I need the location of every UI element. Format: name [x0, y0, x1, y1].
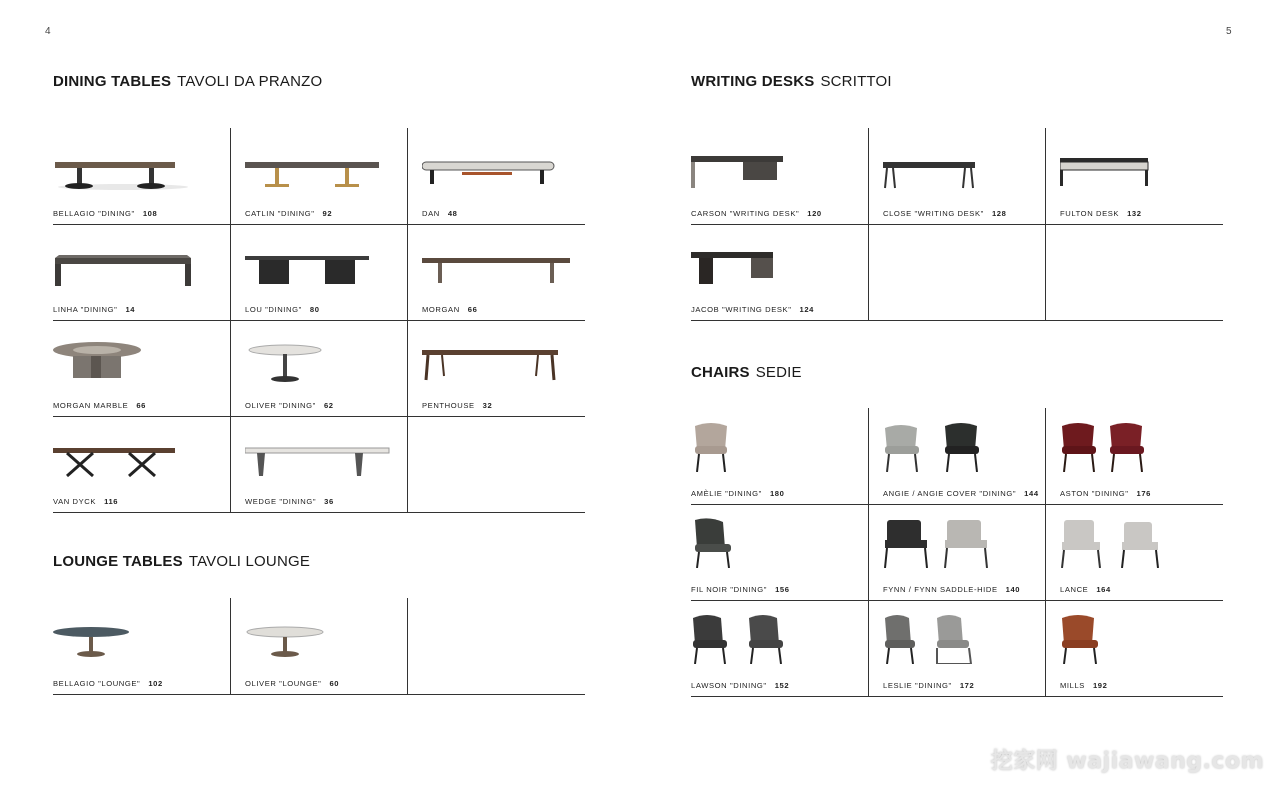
product-caption: CATLIN "DINING" 92 — [245, 209, 333, 218]
product-caption: MORGAN 66 — [422, 305, 478, 314]
product-caption: LOU "DINING" 80 — [245, 305, 320, 314]
product-cell — [868, 128, 1046, 224]
product-cell — [230, 224, 408, 320]
armchair-icon — [883, 518, 1043, 568]
cross-leg-table-icon — [53, 430, 213, 480]
product-cell — [868, 504, 1046, 600]
trestle-table-icon — [245, 142, 405, 192]
chair-icon — [883, 422, 1043, 472]
product-caption: BELLAGIO "LOUNGE" 102 — [53, 679, 163, 688]
product-cell — [407, 128, 586, 224]
product-caption: PENTHOUSE 32 — [422, 401, 493, 410]
section-title-lounge: LOUNGE TABLES TAVOLI LOUNGE — [53, 553, 311, 570]
block-leg-table-icon — [245, 238, 405, 288]
console-desk-icon — [1060, 142, 1220, 192]
product-cell — [230, 128, 408, 224]
product-cell — [230, 320, 408, 416]
product-caption: OLIVER "DINING" 62 — [245, 401, 334, 410]
product-cell — [407, 224, 586, 320]
product-caption: FYNN / FYNN SADDLE-HIDE 140 — [883, 585, 1021, 594]
product-caption: OLIVER "LOUNGE" 60 — [245, 679, 340, 688]
product-caption: MILLS 192 — [1060, 681, 1108, 690]
product-caption: VAN DYCK 116 — [53, 497, 119, 506]
watermark: 挖家网 wajiawang.com — [990, 749, 1264, 774]
empty-cell — [407, 598, 586, 694]
product-cell — [230, 416, 408, 512]
page-number-right: 5 — [1226, 26, 1232, 37]
product-caption: BELLAGIO "DINING" 108 — [53, 209, 158, 218]
product-caption: LANCE 164 — [1060, 585, 1111, 594]
empty-cell — [1045, 224, 1224, 320]
product-cell — [1045, 600, 1224, 696]
chair-icon — [1060, 614, 1220, 664]
armchair-icon — [1060, 518, 1220, 568]
product-caption: CLOSE "WRITING DESK" 128 — [883, 209, 1007, 218]
product-caption: DAN 48 — [422, 209, 458, 218]
product-cell — [53, 128, 230, 224]
product-cell — [868, 600, 1046, 696]
product-cell — [691, 408, 868, 504]
long-table-icon — [422, 238, 582, 288]
product-cell — [691, 504, 868, 600]
product-caption: JACOB "WRITING DESK" 124 — [691, 305, 814, 314]
product-cell — [1045, 504, 1224, 600]
oval-table-icon — [422, 142, 582, 192]
product-cell — [407, 320, 586, 416]
product-cell — [53, 598, 230, 694]
product-cell — [53, 320, 230, 416]
product-cell — [691, 600, 868, 696]
section-title-chairs: CHAIRS SEDIE — [691, 364, 802, 381]
round-pedestal-table-icon — [245, 334, 405, 384]
product-cell — [230, 598, 408, 694]
section-title-dining: DINING TABLES TAVOLI DA PRANZO — [53, 73, 323, 90]
product-caption: LAWSON "DINING" 152 — [691, 681, 790, 690]
low-round-table-icon — [245, 612, 405, 662]
product-caption: FULTON DESK 132 — [1060, 209, 1142, 218]
product-caption: FIL NOIR "DINING" 156 — [691, 585, 790, 594]
product-caption: ANGIE / ANGIE COVER "DINING" 144 — [883, 489, 1039, 498]
product-cell — [53, 416, 230, 512]
slim-desk-icon — [883, 142, 1043, 192]
pedestal-table-icon — [53, 142, 213, 192]
product-caption: LESLIE "DINING" 172 — [883, 681, 975, 690]
product-caption: MORGAN MARBLE 66 — [53, 401, 146, 410]
page-number-left: 4 — [45, 26, 51, 37]
lounge-grid — [53, 598, 585, 694]
product-cell — [1045, 408, 1224, 504]
product-caption: LINHA "DINING" 14 — [53, 305, 136, 314]
product-cell — [691, 128, 868, 224]
product-caption: CARSON "WRITING DESK" 120 — [691, 209, 822, 218]
section-title-desks: WRITING DESKS SCRITTOI — [691, 73, 892, 90]
chair-icon — [1060, 422, 1220, 472]
round-marble-table-icon — [53, 334, 213, 384]
block-desk-icon — [691, 238, 851, 288]
slab-table-icon — [53, 238, 213, 288]
product-caption: WEDGE "DINING" 36 — [245, 497, 334, 506]
chair-icon — [691, 614, 851, 664]
product-caption: AMÈLIE "DINING" 180 — [691, 489, 785, 498]
empty-cell — [407, 416, 586, 512]
chair-icon — [883, 614, 1043, 664]
low-round-table-icon — [53, 612, 213, 662]
chairs-grid — [691, 408, 1223, 696]
product-caption: ASTON "DINING" 176 — [1060, 489, 1151, 498]
wood-table-icon — [422, 334, 582, 384]
dining-grid — [53, 128, 585, 506]
chair-icon — [691, 518, 851, 568]
wedge-table-icon — [245, 430, 405, 480]
product-cell — [53, 224, 230, 320]
desk-with-drawer-icon — [691, 142, 851, 192]
empty-cell — [868, 224, 1046, 320]
desks-grid — [691, 128, 1223, 312]
chair-icon — [691, 422, 851, 472]
product-cell — [868, 408, 1046, 504]
product-cell — [1045, 128, 1224, 224]
product-cell — [691, 224, 868, 320]
